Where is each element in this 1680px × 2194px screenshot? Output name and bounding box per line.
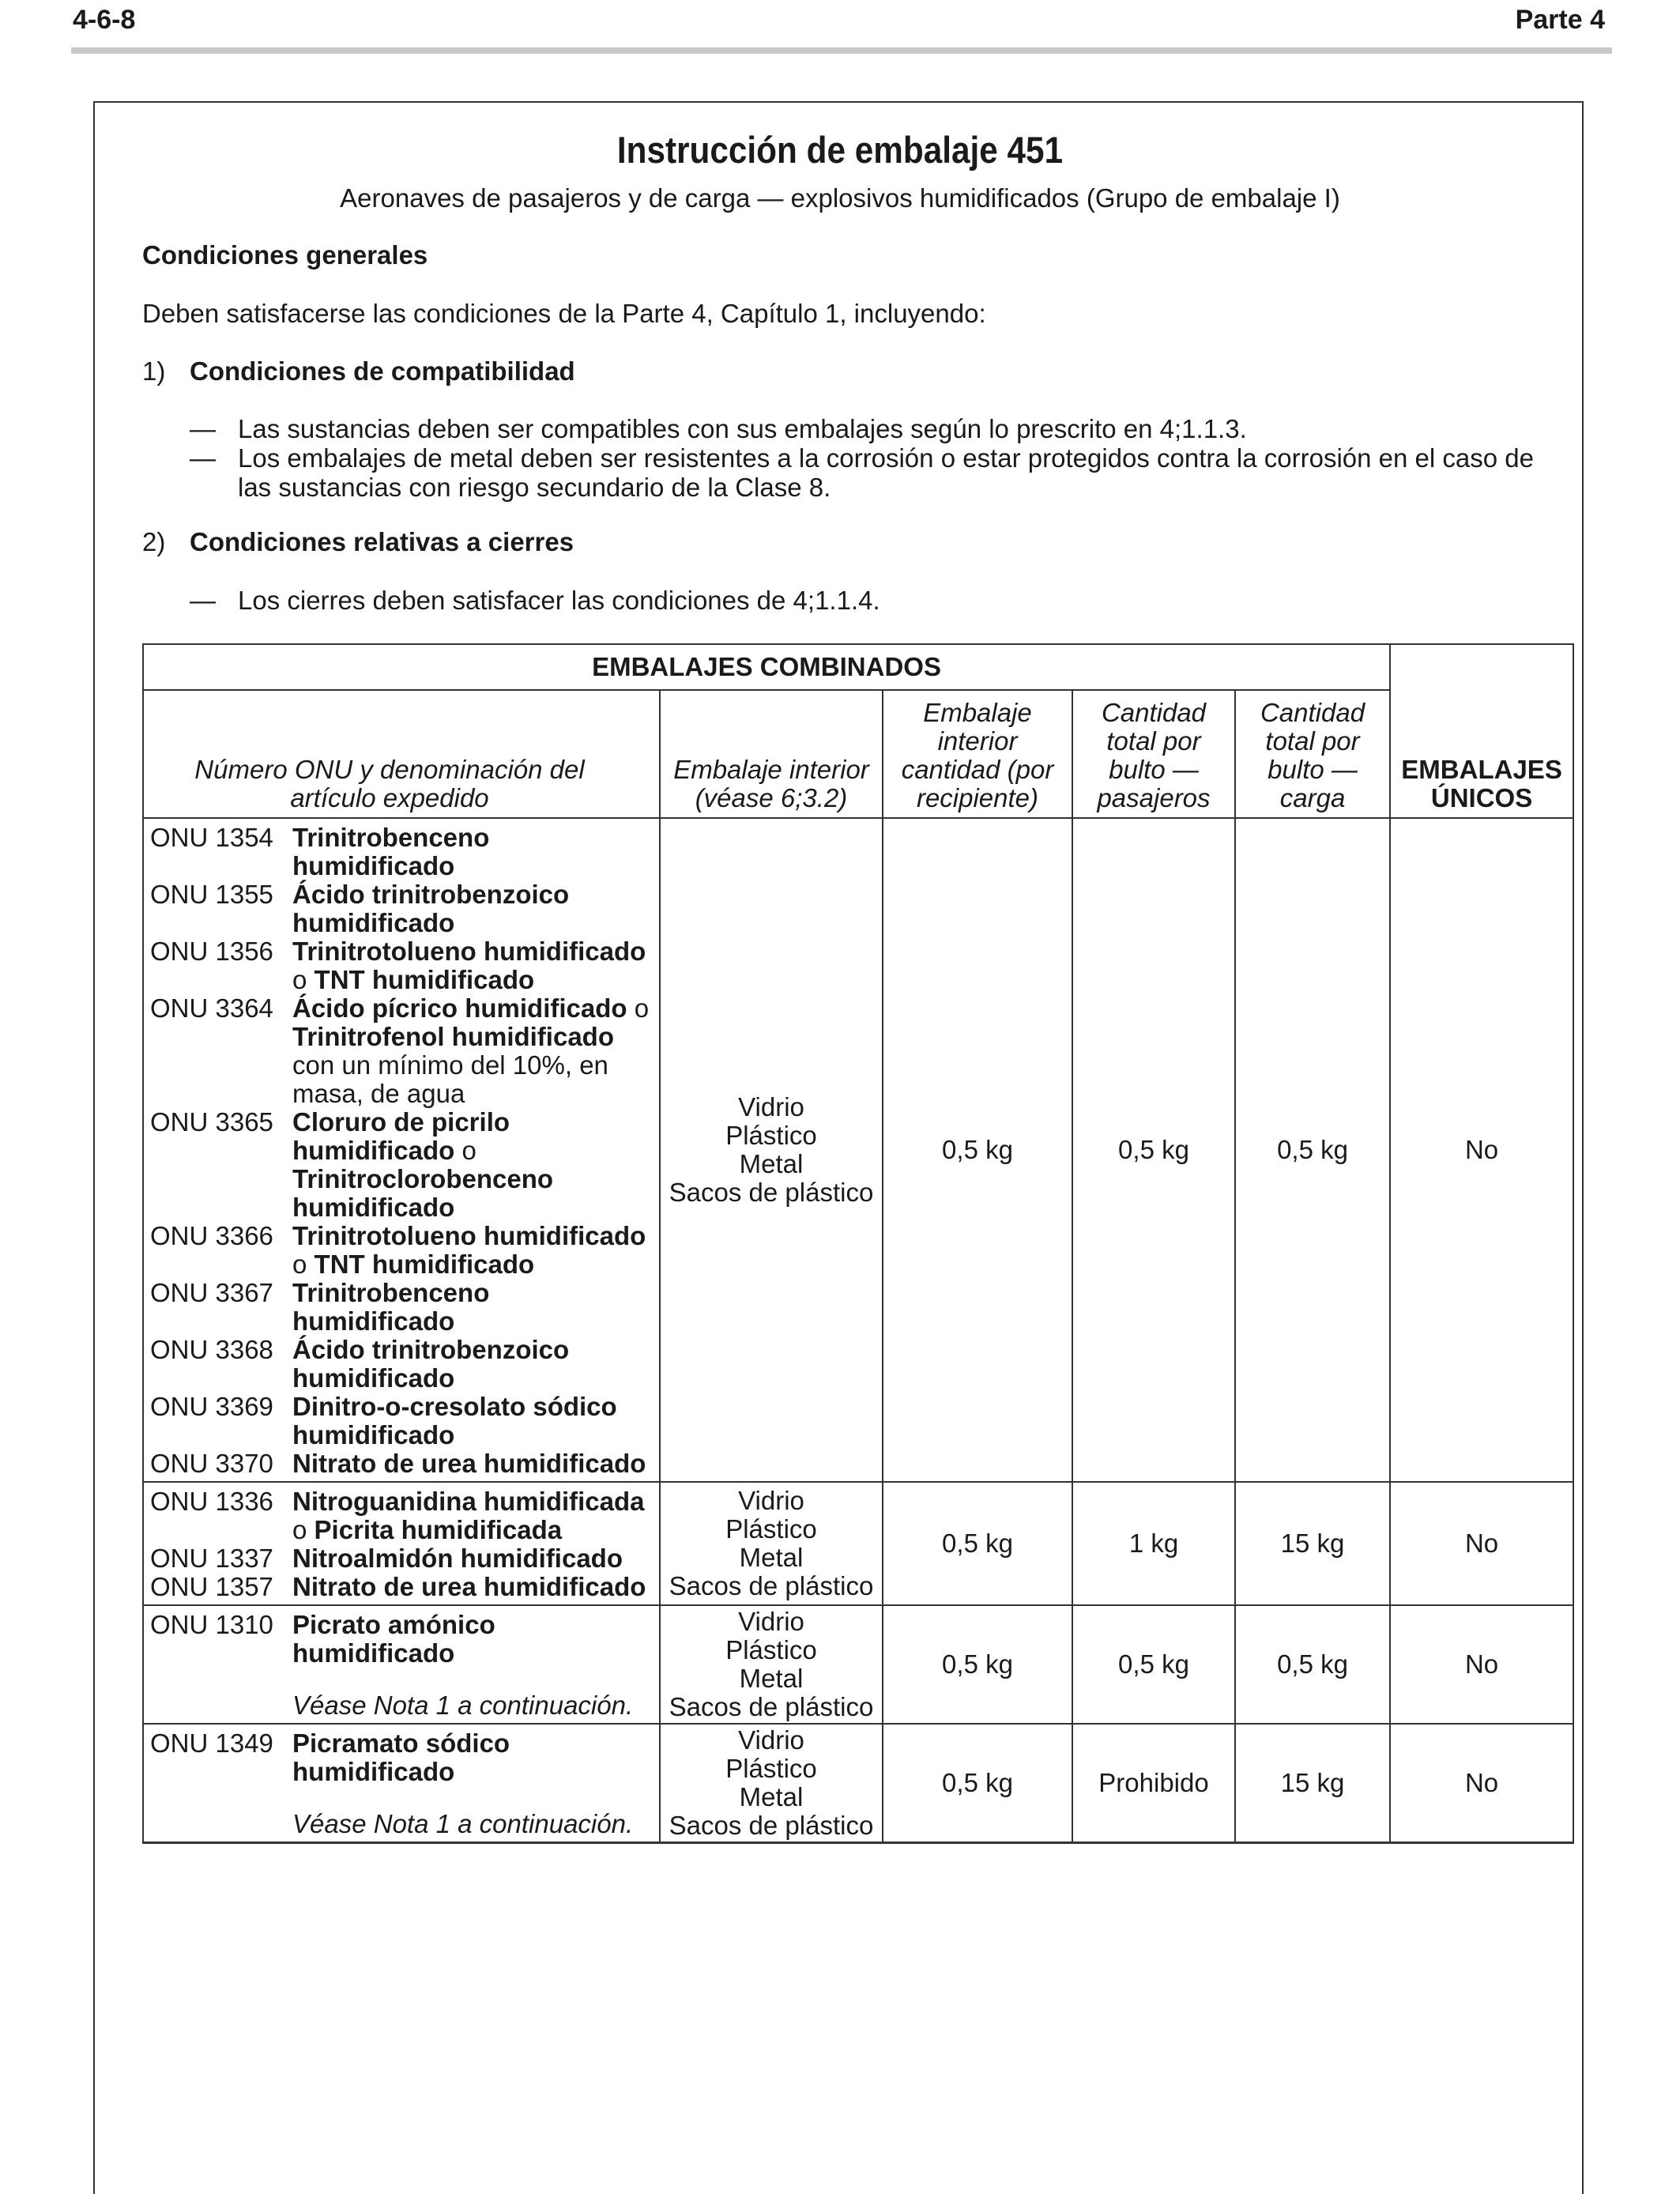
- un-item: [150, 1336, 656, 1393]
- table-row: [143, 818, 1573, 1482]
- bullet-dash: —: [190, 443, 216, 473]
- single-packaging-cell: No: [1390, 1605, 1573, 1724]
- un-item: [150, 937, 656, 994]
- un-number: ONU 1336: [150, 1487, 273, 1516]
- shipping-name-part: Nitrato de urea humidificado: [292, 1572, 646, 1601]
- un-number: ONU 3369: [150, 1392, 273, 1421]
- shipping-name-part: Nitrato de urea humidificado: [292, 1449, 646, 1478]
- shipping-name: [292, 994, 656, 1108]
- un-number: ONU 1355: [150, 880, 273, 909]
- inner-packaging-material: Sacos de plástico: [669, 1811, 874, 1840]
- shipping-name-part: Ácido pícrico humidificado: [292, 993, 627, 1023]
- header-inner-packaging: Embalaje interior (véase 6;3.2): [660, 690, 883, 818]
- shipping-name: [292, 1336, 656, 1393]
- inner-packaging-material: Vidrio: [738, 1092, 804, 1122]
- shipping-name-part: Trinitrotolueno humidificado: [292, 1221, 646, 1250]
- shipping-name: [292, 1222, 656, 1279]
- single-packaging-cell: No: [1390, 818, 1573, 1482]
- table-row: [143, 1724, 1573, 1843]
- un-item: [150, 1487, 656, 1544]
- section-1-title: Condiciones de compatibilidad: [190, 356, 575, 386]
- shipping-name: [292, 1487, 656, 1544]
- shipping-name: [292, 824, 656, 880]
- shipping-name-part: Picramato sódico humidificado: [292, 1728, 510, 1786]
- shipping-name-part: Picrita humidificada: [314, 1515, 563, 1544]
- part-label: Parte 4: [1515, 5, 1605, 35]
- single-packaging-cell: No: [1390, 1724, 1573, 1843]
- inner-packaging-material: Plástico: [725, 1514, 817, 1544]
- section-1-bullet-1: Las sustancias deben ser compatibles con sus embalajes según lo prescrito en 4;1.1.3.: [238, 414, 1247, 443]
- cargo-quantity-cell: 0,5 kg: [1235, 1605, 1390, 1724]
- un-item: [150, 994, 656, 1108]
- shipping-name-part: Ácido trinitrobenzoico humidificado: [292, 880, 570, 937]
- shipping-name: [292, 1393, 656, 1449]
- shipping-name-part: Ácido trinitrobenzoico humidificado: [292, 1335, 570, 1393]
- inner-packaging-material: Metal: [739, 1149, 804, 1178]
- combined-packagings-header: EMBALAJES COMBINADOS: [143, 644, 1390, 690]
- un-number: ONU 1357: [150, 1572, 273, 1601]
- un-item: [150, 824, 656, 880]
- inner-packaging-material: Sacos de plástico: [669, 1692, 874, 1721]
- inner-packaging-material: Plástico: [725, 1121, 817, 1150]
- shipping-name-part: Trinitrobenceno humidificado: [292, 823, 490, 880]
- shipping-name-part: con un mínimo del 10%, en masa, de agua: [292, 1050, 608, 1108]
- un-number: ONU 3368: [150, 1335, 273, 1364]
- inner-quantity-cell: 0,5 kg: [883, 1605, 1072, 1724]
- inner-packaging-material: Plástico: [725, 1635, 817, 1664]
- shipping-name-part: Nitroguanidina humidificada: [292, 1487, 645, 1516]
- un-number: ONU 3364: [150, 993, 273, 1023]
- page-subtitle: Aeronaves de pasajeros y de carga — explosivos humidificados (Grupo de embalaje I): [340, 183, 1340, 213]
- note-row: [150, 1668, 656, 1720]
- section-2-bullet-1: Los cierres deben satisfacer las condiciones de 4;1.1.4.: [238, 586, 880, 615]
- shipping-name-part: Trinitrobenceno humidificado: [292, 1278, 490, 1336]
- header-un-number: Número ONU y denominación del artículo expedido: [143, 690, 660, 818]
- shipping-name-part: TNT humidificado: [314, 965, 535, 994]
- un-number: ONU 1349: [150, 1728, 273, 1758]
- un-item: [150, 1108, 656, 1222]
- cargo-quantity-cell: 15 kg: [1235, 1482, 1390, 1605]
- un-items-cell: [143, 818, 660, 1482]
- inner-packaging-material: Metal: [739, 1543, 804, 1572]
- shipping-name-part: Trinitrofenol humidificado: [292, 1022, 614, 1051]
- shipping-name-part: Cloruro de picrilo humidificado: [292, 1107, 510, 1165]
- un-item: [150, 1611, 656, 1668]
- inner-quantity-cell: 0,5 kg: [883, 1724, 1072, 1843]
- shipping-name: [292, 1108, 656, 1222]
- inner-quantity-cell: 0,5 kg: [883, 818, 1072, 1482]
- un-number: ONU 3366: [150, 1221, 273, 1250]
- note-spacer: [150, 1786, 292, 1838]
- un-number: ONU 1354: [150, 823, 273, 852]
- shipping-name-part: TNT humidificado: [314, 1250, 535, 1279]
- shipping-name: [292, 937, 656, 994]
- shipping-name-part: Trinitrotolueno humidificado: [292, 937, 646, 966]
- table-row: [143, 1605, 1573, 1724]
- inner-packaging-material: Vidrio: [738, 1607, 804, 1636]
- note-spacer: [150, 1668, 292, 1720]
- inner-packaging-cell: [660, 818, 883, 1482]
- un-items-cell: [143, 1724, 660, 1843]
- general-heading: Condiciones generales: [142, 240, 428, 270]
- shipping-name: [292, 1611, 656, 1668]
- shipping-name-part: o: [627, 993, 650, 1023]
- general-intro: Deben satisfacerse las condiciones de la Parte 4, Capítulo 1, incluyendo:: [142, 299, 986, 328]
- un-item: [150, 1573, 656, 1601]
- inner-packaging-material: Metal: [739, 1782, 804, 1811]
- shipping-name-part: o: [454, 1136, 477, 1165]
- shipping-name-part: o: [292, 1250, 315, 1279]
- inner-packaging-material: Metal: [739, 1664, 804, 1693]
- section-1-number: 1): [142, 356, 166, 386]
- inner-quantity-cell: 0,5 kg: [883, 1482, 1072, 1605]
- un-item: [150, 1449, 656, 1478]
- un-number: ONU 3365: [150, 1107, 273, 1137]
- single-packagings-header: EMBALAJES ÚNICOS: [1390, 644, 1573, 818]
- passenger-quantity-cell: 1 kg: [1072, 1482, 1235, 1605]
- inner-packaging-cell: [660, 1724, 883, 1843]
- page-number: 4-6-8: [73, 5, 136, 35]
- shipping-name-part: o: [292, 965, 315, 994]
- packaging-table: [142, 643, 1574, 1844]
- inner-packaging-cell: [660, 1605, 883, 1724]
- shipping-name: [292, 1449, 656, 1478]
- note-reference: Véase Nota 1 a continuación.: [292, 1809, 634, 1838]
- inner-packaging-material: Plástico: [725, 1754, 817, 1783]
- inner-packaging-material: Vidrio: [738, 1725, 804, 1755]
- table-row: [143, 1482, 1573, 1605]
- un-items-cell: [143, 1605, 660, 1724]
- shipping-name-part: o: [292, 1515, 315, 1544]
- section-2-number: 2): [142, 527, 166, 556]
- shipping-name-part: Trinitroclorobenceno humidificado: [292, 1164, 554, 1222]
- section-1-bullet-2: Los embalajes de metal deben ser resistentes a la corrosión o estar protegidos contra la corrosión en el caso de las sustancias con riesgo secundario de la Clase 8.: [238, 443, 1534, 502]
- passenger-quantity-cell: Prohibido: [1072, 1724, 1235, 1843]
- inner-packaging-material: Vidrio: [738, 1486, 804, 1515]
- inner-packaging-material: Sacos de plástico: [669, 1571, 874, 1600]
- cargo-quantity-cell: 15 kg: [1235, 1724, 1390, 1843]
- note-reference: Véase Nota 1 a continuación.: [292, 1691, 634, 1720]
- passenger-quantity-cell: 0,5 kg: [1072, 818, 1235, 1482]
- header-total-cargo: Cantidad total por bulto — carga: [1235, 690, 1390, 818]
- note-row: [150, 1786, 656, 1838]
- shipping-name-part: Picrato amónico humidificado: [292, 1610, 495, 1668]
- un-items-cell: [143, 1482, 660, 1605]
- shipping-name: [292, 880, 656, 937]
- header-rule: [71, 47, 1612, 54]
- un-item: [150, 1222, 656, 1279]
- inner-packaging-material: Sacos de plástico: [669, 1178, 874, 1207]
- inner-packaging-cell: [660, 1482, 883, 1605]
- shipping-name-part: Dinitro-o-cresolato sódico humidificado: [292, 1392, 617, 1449]
- cargo-quantity-cell: 0,5 kg: [1235, 818, 1390, 1482]
- un-number: ONU 1356: [150, 937, 273, 966]
- un-number: ONU 1337: [150, 1544, 273, 1573]
- shipping-name: [292, 1729, 656, 1786]
- un-item: [150, 1393, 656, 1449]
- shipping-name-part: Nitroalmidón humidificado: [292, 1544, 623, 1573]
- un-item: [150, 1544, 656, 1573]
- bullet-dash: —: [190, 414, 216, 443]
- un-number: ONU 1310: [150, 1610, 273, 1639]
- un-item: [150, 880, 656, 937]
- passenger-quantity-cell: 0,5 kg: [1072, 1605, 1235, 1724]
- shipping-name: [292, 1279, 656, 1336]
- page-title: Instrucción de embalaje 451: [616, 129, 1064, 171]
- bullet-dash: —: [190, 586, 216, 615]
- un-number: ONU 3367: [150, 1278, 273, 1307]
- un-number: ONU 3370: [150, 1449, 273, 1478]
- un-item: [150, 1279, 656, 1336]
- header-total-passenger: Cantidad total por bulto — pasajeros: [1072, 690, 1235, 818]
- single-packaging-cell: No: [1390, 1482, 1573, 1605]
- header-inner-quantity: Embalaje interior cantidad (por recipiente): [883, 690, 1072, 818]
- section-2-title: Condiciones relativas a cierres: [190, 527, 574, 556]
- un-item: [150, 1729, 656, 1786]
- shipping-name: [292, 1573, 656, 1601]
- shipping-name: [292, 1544, 656, 1573]
